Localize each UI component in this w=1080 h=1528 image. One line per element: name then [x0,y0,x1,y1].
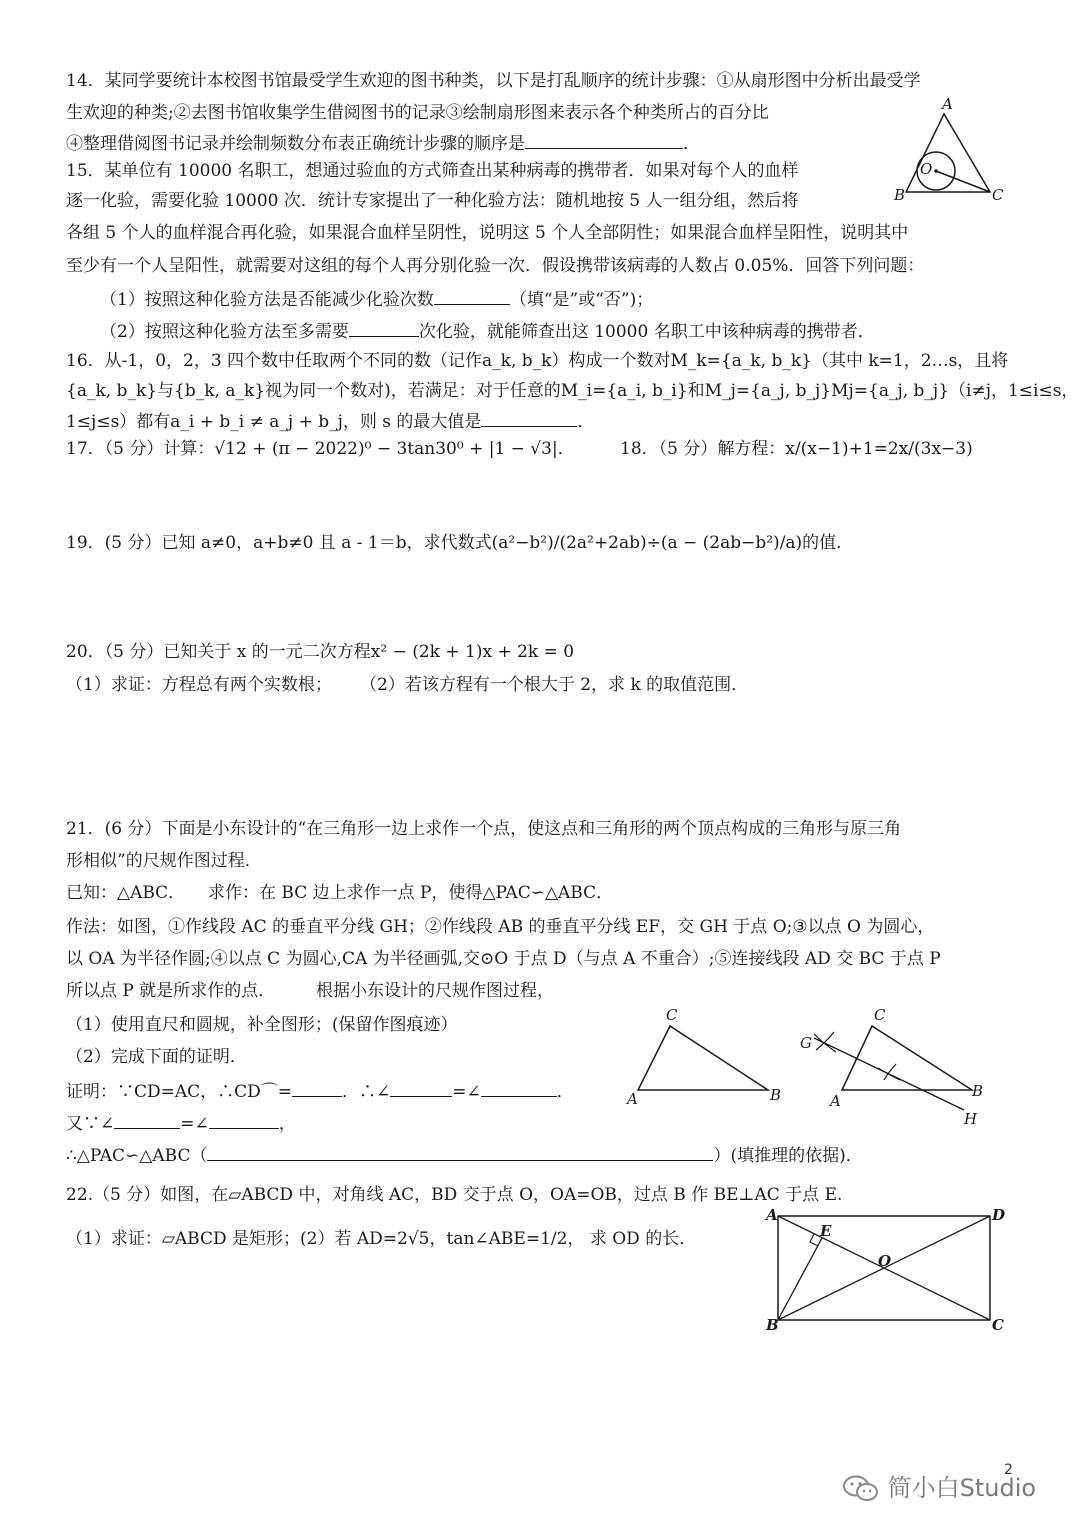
watermark-text: 简小白Studio [887,1474,1037,1502]
label-c: C [992,186,1004,204]
answer-blank[interactable] [207,1144,713,1161]
page-number: 2 [1004,1462,1013,1478]
q15-line-4: 至少有一个人呈阳性，就需要对这组的每个人再分别化验一次．假设携带该病毒的人数占 0.05%．回答下列问题： [66,256,925,276]
q21-method-2: 以 OA 为半径作圆;④以点 C 为圆心,CA 为半径画弧,交⊙O 于点 D（与点 A 不重合）;⑤连接线段 AD 交 BC 于点 P [66,949,941,969]
q20-part-1: （1）求证：方程总有两个实数根； [66,675,332,695]
answer-blank[interactable] [292,1080,342,1097]
q14-line-1: 14．某同学要统计本校图书馆最受学生欢迎的图书种类，以下是打乱顺序的统计步骤：①从扇形图中分析出最受学 [66,71,921,91]
q22-line-1: 22.（5 分）如图，在▱ABCD 中，对角线 AC，BD 交于点 O，OA=OB，过点 B 作 BE⊥AC 于点 E. [66,1185,843,1205]
q15-line-3: 各组 5 个人的血样混合再化验，如果混合血样呈阴性，说明这 5 个人全部阴性；如果混合血样呈阳性，说明其中 [66,223,909,243]
wechat-icon [842,1474,880,1504]
q19: 19．(5 分）已知 a≠0，a+b≠0 且 a - 1＝b，求代数式(a²−b²)/(2a²+2ab)÷(a − (2ab−b²)/a)的值． [66,533,854,553]
label-b: B [770,1086,782,1104]
label-e: E [820,1222,832,1240]
q21-proof-3: ∴△PAC∽△ABC（ ）(填推理的依据)． [66,1146,863,1166]
rectangle-figure [760,1204,1010,1345]
q22-line-2: （1）求证：▱ABCD 是矩形；(2）若 AD=2√5，tan∠ABE=1/2， 求 OD 的长． [66,1229,697,1249]
label-o: O [920,160,933,178]
q16-line-1: 16．从-1，0，2，3 四个数中任取两个不同的数（记作a_k, b_k）构成一个数对M_k={a_k, b_k}（其中 k=1，2…s，且将 [66,351,1009,371]
watermark [842,1468,1036,1504]
q21-proof-2: 又∵∠ =∠ ， [66,1114,296,1134]
answer-blank[interactable] [481,410,577,427]
answer-blank[interactable] [434,288,510,305]
q20-line-1: 20．（5 分）已知关于 x 的一元二次方程x² − (2k + 1)x + 2k = 0 [66,642,575,662]
label-b: B [894,186,906,204]
q15-part-2: （2）按照这种化验方法至多需要 次化验，就能筛查出这 10000 名职工中该种病毒的携带者． [100,322,875,342]
q21-line-2: 形相似”的尺规作图过程． [66,851,262,871]
q21-method-4: 根据小东设计的尺规作图过程， [316,981,554,1001]
q21-required: 求作：在 BC 边上求作一点 P，使得△PAC∽△ABC． [208,883,614,903]
q21-part-1: （1）使用直尺和圆规，补全图形；(保留作图痕迹） [66,1015,458,1035]
label-a: A [627,1090,638,1108]
q21-part-2: （2）完成下面的证明． [66,1047,247,1067]
answer-blank[interactable] [349,320,419,337]
label-b: B [766,1316,779,1334]
label-c: C [992,1316,1004,1334]
answer-blank[interactable] [481,1080,557,1097]
label-c: C [874,1006,886,1024]
label-d: D [992,1206,1006,1224]
answer-blank[interactable] [525,132,683,149]
answer-blank[interactable] [390,1080,452,1097]
q15-line-2: 逐一化验，需要化验 10000 次．统计专家提出了一种化验方法：随机地按 5 人一组分组，然后将 [66,191,799,211]
label-a: A [942,96,953,113]
answer-blank[interactable] [209,1112,279,1129]
q14-line-3: ④整理借阅图书记录并绘制频数分布表正确统计步骤的顺序是 ． [66,134,700,154]
q14-line-2: 生欢迎的种类;②去图书馆收集学生借阅图书的记录③绘制扇形图来表示各个种类所占的百分比 [66,103,769,123]
q16-line-2: {a_k, b_k}与{b_k, a_k}视为同一个数对)，若满足：对于任意的M_i={a_i, b_i}和M_j={a_j, b_j}Mj={a_j, b_j}（i≠j，1≤i≤s， [66,381,1079,401]
q21-proof-1: 证明：∵CD=AC，∴CD⌒= ．∴∠ =∠ ． [66,1082,574,1102]
q15-part-1: （1）按照这种化验方法是否能减少化验次数 （填“是”或“否”)； [100,290,654,310]
q17: 17．（5 分）计算：√12 + (π − 2022)⁰ − 3tan30⁰ + |1 − √3|． [66,439,575,459]
q20-part-2: （2）若该方程有一个根大于 2，求 k 的取值范围． [360,675,749,695]
q15-line-1: 15．某单位有 10000 名职工，想通过验血的方式筛查出某种病毒的携带者．如果对每个人的血样 [66,161,799,181]
label-g: G [800,1034,812,1052]
q21-line-1: 21．(6 分）下面是小东设计的“在三角形一边上求作一个点，使这点和三角形的两个顶点构成的三角形与原三角 [66,819,902,839]
q16-line-3: 1≤j≤s）都有a_i + b_i ≠ a_j + b_j，则 s 的最大值是 ． [66,412,595,432]
q21-method-3: 所以点 P 就是所求作的点． [66,981,276,1001]
construction-figure [792,1006,992,1135]
q18: 18．（5 分）解方程：x/(x−1)+1=2x/(3x−3) [620,439,973,459]
answer-blank[interactable] [114,1112,180,1129]
triangle-abc-figure [624,1006,794,1115]
label-b: B [972,1082,984,1100]
label-o: O [878,1252,892,1270]
label-c: C [666,1006,678,1024]
q21-given: 已知：△ABC． [66,883,186,903]
label-a: A [766,1206,778,1224]
q21-method-1: 作法：如图，①作线段 AC 的垂直平分线 GH；②作线段 AB 的垂直平分线 EF，交 GH 于点 O;③以点 O 为圆心， [66,917,935,937]
label-a: A [830,1092,841,1110]
triangle-circle-figure [892,96,1012,213]
label-h: H [964,1110,978,1128]
